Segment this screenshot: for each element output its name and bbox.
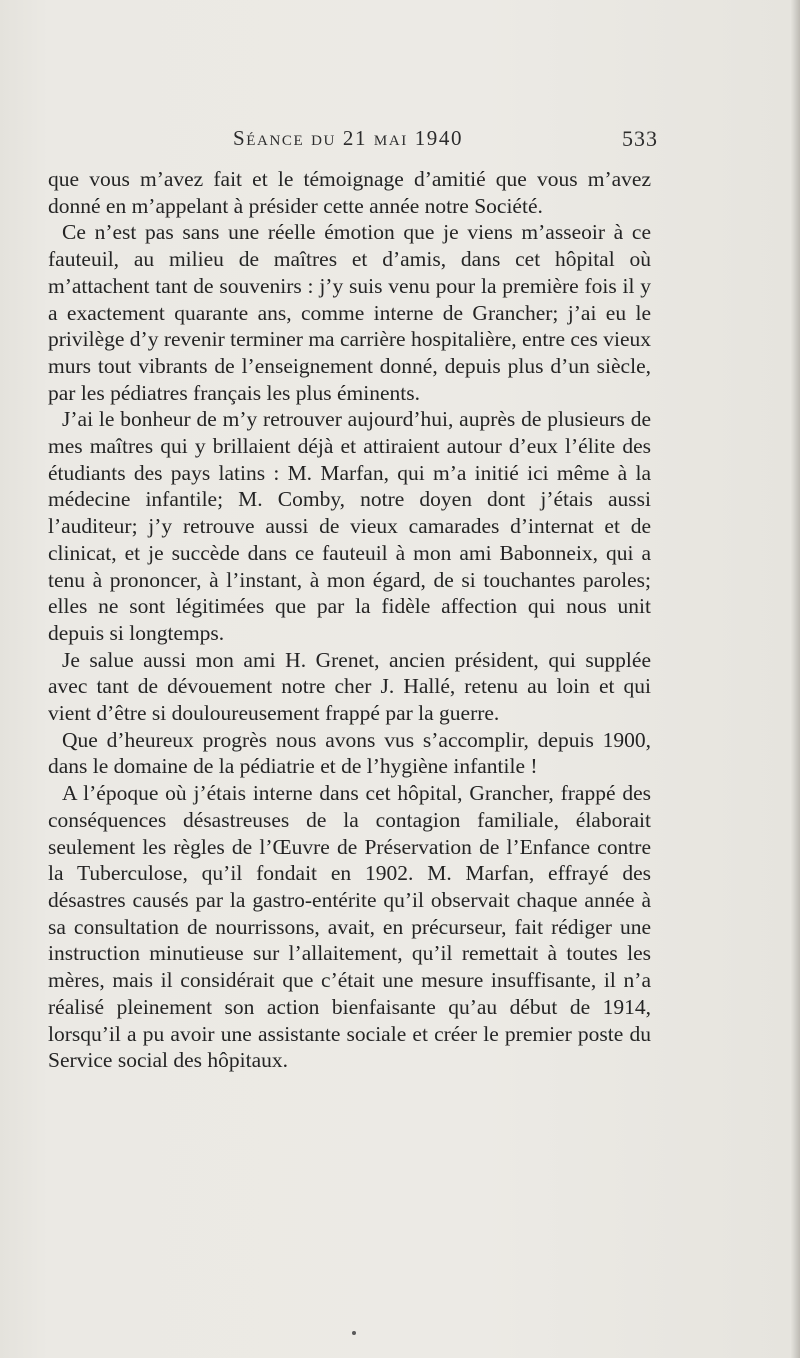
paragraph-4: Je salue aussi mon ami H. Grenet, ancien président, qui supplée avec tant de dévouement notre cher J. Hallé, retenu au loin et qui vient d’être si douloureusement frappé par la guerre.: [48, 647, 651, 726]
running-head: [48, 124, 658, 154]
page-number: 533: [622, 126, 658, 151]
paragraph-5: Que d’heureux progrès nous avons vus s’accomplir, depuis 1900, dans le domaine de la pédiatrie et de l’hygiène infantile !: [48, 727, 651, 779]
page-edge-shadow: [790, 0, 800, 1358]
paragraph-1: que vous m’avez fait et le témoignage d’amitié que vous m’avez donné en m’appelant à présider cette année notre Société.: [48, 167, 651, 218]
body-text: [48, 166, 651, 1074]
paragraph-2: Ce n’est pas sans une réelle émotion que je viens m’asseoir à ce fauteuil, au milieu de maîtres et d’amis, dans cet hôpital où m’attachent tant de souvenirs : j’y suis venu pour la première fois il y a exactement quarante ans, comme interne de Grancher; j’ai eu le privilège d’y revenir terminer ma carrière hospitalière, entre ces vieux murs tout vibrants de l’enseignement donné, depuis plus d’un siècle, par les pédiatres français les plus éminents.: [48, 220, 651, 405]
paragraph-3: J’ai le bonheur de m’y retrouver aujourd’hui, auprès de plusieurs de mes maîtres qui y brillaient déjà et attiraient autour d’eux l’élite des étudiants des pays latins : M. Marfan, qui m’a initié ici même à la médecine infantile; M. Comby, notre doyen dont j’étais aussi l’auditeur; j’y retrouve aussi de vieux camarades d’internat et de clinicat, et je succède dans ce fauteuil à mon ami Babonneix, qui a tenu à prononcer, à l’instant, à mon égard, de si touchantes paroles; elles ne sont légitimées que par la fidèle affection qui nous unit depuis si longtemps.: [48, 407, 651, 645]
print-speck: [352, 1331, 356, 1335]
paragraph-6: A l’époque où j’étais interne dans cet hôpital, Grancher, frappé des conséquences désastreuses de la contagion familiale, élaborait seulement les règles de l’Œuvre de Préservation de l’Enfance contre la Tuberculose, qu’il fondait en 1902. M. Marfan, effrayé des désastres causés par la gastro-entérite qu’il observait chaque année à sa consultation de nourrissons, avait, en précurseur, fait rédiger une instruction minutieuse sur l’allaitement, qu’il remettait à toutes les mères, mais il considérait que c’était une mesure insuffisante, il n’a réalisé pleinement son action bienfaisante qu’au début de 1914, lorsqu’il a pu avoir une assistante sociale et créer le premier poste du Service social des hôpitaux.: [48, 781, 651, 1073]
running-head-title: Séance du 21 mai 1940: [233, 126, 464, 150]
